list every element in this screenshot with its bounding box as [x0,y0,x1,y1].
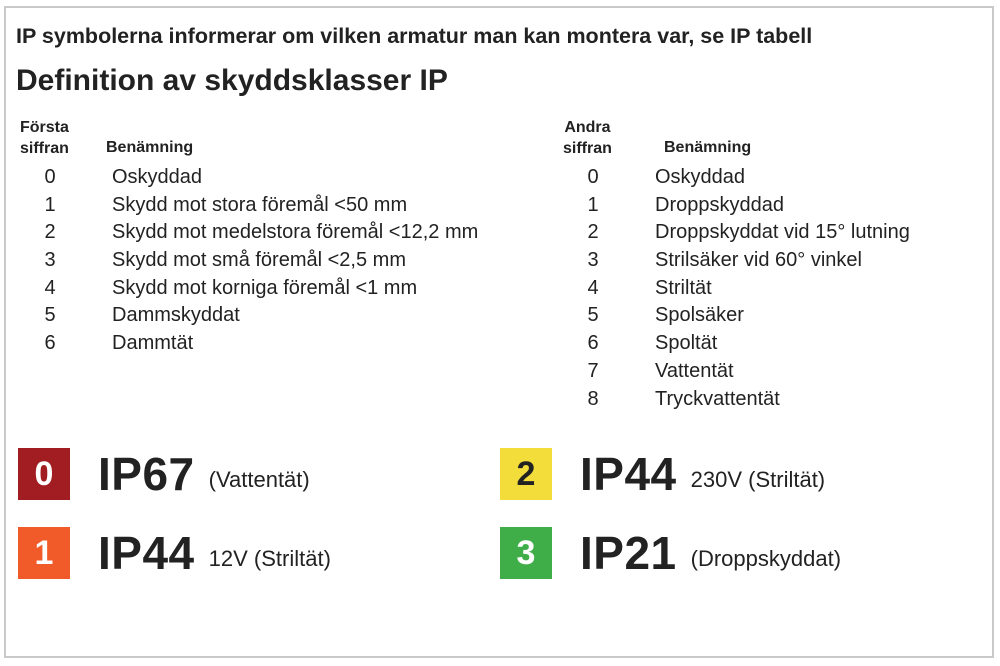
description: Droppskyddat vid 15° lutning [655,221,910,244]
page-title: IP symbolerna informerar om vilken armatur man kan montera var, se IP tabell [16,24,813,48]
rating-code: IP44 [580,448,677,500]
second-digit-heading [563,117,612,159]
digit: 2 [44,221,56,244]
first-digit-row [30,302,478,330]
second-digit-row [573,330,910,358]
second-digit-heading-line1: Andra [564,119,611,136]
description: Oskyddad [655,166,746,188]
description: Skydd mot stora föremål <50 mm [112,193,408,216]
second-digit-label: Benämning [664,139,752,156]
digit: 1 [44,193,56,216]
description: Dammtät [112,332,194,355]
digit: 6 [44,332,56,355]
second-digit-row [573,302,910,330]
digit: 4 [587,276,599,299]
first-digit-heading [20,117,69,159]
description: Skydd mot små föremål <2,5 mm [112,249,406,272]
rating-badge: 1 [18,527,70,579]
second-digit-row [573,386,910,414]
digit: 2 [587,221,599,244]
description: Vattentät [655,359,734,382]
digit: 7 [587,359,599,382]
second-digit-heading-line2: siffran [563,140,612,157]
digit: 0 [44,166,56,188]
description: Skydd mot medelstora föremål <12,2 mm [112,221,479,244]
description: Tryckvattentät [655,387,780,410]
description: Spoltät [655,332,718,355]
digit: 0 [587,166,599,188]
rating-ip44-12v [18,526,331,580]
description: Dammskyddat [112,304,240,327]
first-digit-row [30,164,478,192]
first-digit-heading-line1: Första [20,119,69,136]
first-digit-row [30,192,478,220]
second-digit-row [573,219,910,247]
first-digit-row [30,275,478,303]
digit: 4 [44,276,56,299]
second-digit-list [573,164,910,413]
rating-badge: 3 [500,527,552,579]
description: Spolsäker [655,304,744,327]
rating-badge: 2 [500,448,552,500]
digit: 3 [44,249,56,272]
description: Skydd mot korniga föremål <1 mm [112,276,418,299]
second-digit-row [573,247,910,275]
digit: 3 [587,249,599,272]
rating-badge: 0 [18,448,70,500]
rating-code: IP67 [98,448,195,500]
first-digit-row [30,330,478,358]
digit: 1 [587,193,599,216]
rating-ip21 [500,526,841,580]
digit: 5 [587,304,599,327]
rating-note: (Vattentät) [208,467,310,492]
section-title: Definition av skyddsklasser IP [16,64,448,97]
first-digit-row [30,247,478,275]
second-digit-row [573,164,910,192]
description: Striltät [655,276,712,299]
description: Oskyddad [112,166,203,188]
second-digit-row [573,275,910,303]
second-digit-row [573,358,910,386]
rating-note: (Droppskyddat) [690,546,842,571]
rating-note: 12V (Striltät) [208,546,331,571]
description: Strilsäker vid 60° vinkel [655,249,862,272]
second-digit-row [573,192,910,220]
rating-note: 230V (Striltät) [690,467,826,492]
first-digit-list [30,164,478,358]
digit: 8 [587,387,599,410]
rating-code: IP21 [580,527,677,579]
digit: 5 [44,304,56,327]
first-digit-heading-line2: siffran [20,140,69,157]
first-digit-label: Benämning [106,139,194,156]
digit: 6 [587,332,599,355]
rating-ip67 [18,447,310,501]
description: Droppskyddad [655,193,784,216]
first-digit-row [30,219,478,247]
rating-ip44-230v [500,447,825,501]
rating-code: IP44 [98,527,195,579]
